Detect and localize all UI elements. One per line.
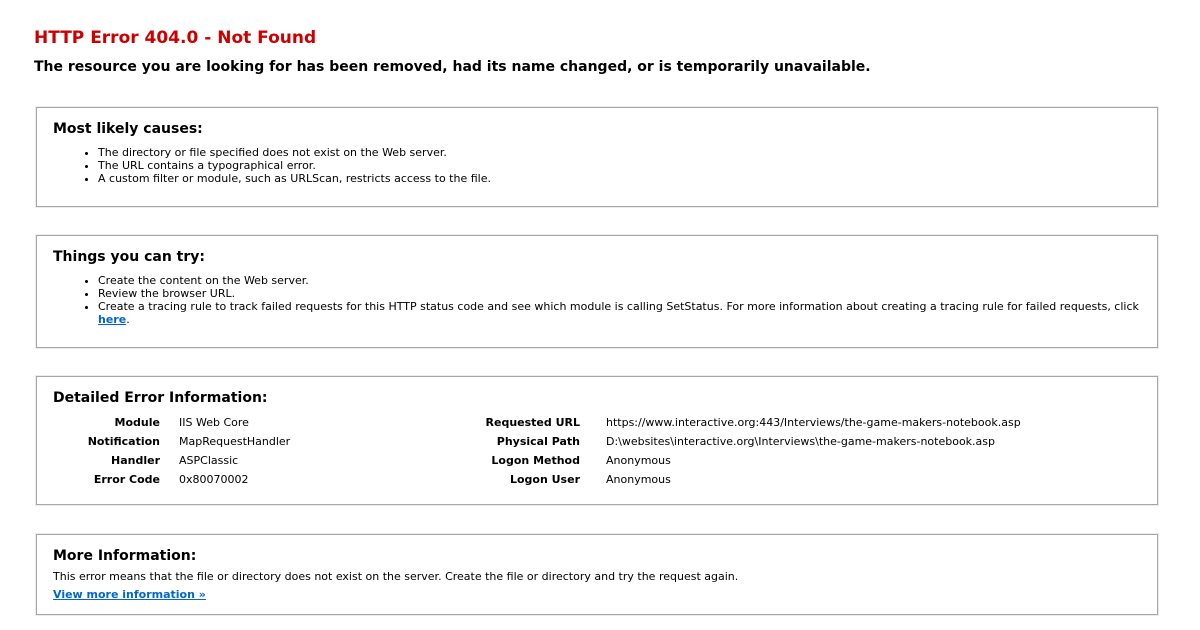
requested-url-label: Requested URL [485, 416, 580, 429]
module-label: Module [114, 416, 160, 429]
logon-user-label: Logon User [509, 473, 580, 486]
error-header [34, 26, 1164, 77]
notification-label: Notification [87, 435, 160, 448]
error-title: HTTP Error 404.0 - Not Found [34, 28, 317, 48]
list-item: • Create the content on the Web server. [98, 274, 1141, 287]
causes-list [53, 146, 1141, 185]
requested-url-value: https://www.interactive.org:443/Interviews/the-game-makers-notebook.asp [606, 416, 1021, 429]
causes-panel [36, 107, 1158, 207]
list-item: • The URL contains a typographical error. [98, 159, 1141, 172]
logon-method-value: Anonymous [606, 454, 671, 467]
handler-label: Handler [111, 454, 160, 467]
physical-path-label: Physical Path [496, 435, 580, 448]
list-item: • A custom filter or module, such as URLScan, restricts access to the file. [98, 172, 1141, 185]
list-item: • Review the browser URL. [98, 287, 1141, 300]
try-panel [36, 235, 1158, 348]
more-info-panel [36, 534, 1158, 615]
detail-row [53, 451, 1143, 470]
error-subtitle: The resource you are looking for has been removed, had its name changed, or is temporarily unavailable. [34, 59, 871, 75]
logon-method-label: Logon Method [491, 454, 580, 467]
notification-value: MapRequestHandler [179, 435, 291, 448]
handler-value: ASPClassic [179, 454, 239, 467]
detail-row [53, 413, 1143, 432]
error-code-value: 0x80070002 [179, 473, 249, 486]
error-code-label: Error Code [93, 473, 160, 486]
detail-heading: Detailed Error Information: [53, 390, 268, 406]
detail-panel [36, 376, 1158, 505]
try-list [53, 274, 1141, 326]
logon-user-value: Anonymous [606, 473, 671, 486]
tracing-text: Create a tracing rule to track failed requests for this HTTP status code and see which module is calling SetStatus. For more information about creating a tracing rule for failed requests, click [98, 300, 1139, 313]
more-info-text: This error means that the file or directory does not exist on the server. Create the file or directory and try the request again. [53, 570, 739, 583]
list-item-tracing [98, 300, 1141, 326]
try-heading: Things you can try: [53, 249, 206, 265]
causes-heading: Most likely causes: [53, 121, 203, 137]
detail-row [53, 470, 1143, 489]
module-value: IIS Web Core [179, 416, 249, 429]
list-item: • The directory or file specified does not exist on the Web server. [98, 146, 1141, 159]
more-info-heading: More Information: [53, 548, 197, 564]
detail-table [53, 413, 1141, 493]
physical-path-value: D:\websites\interactive.org\Interviews\the-game-makers-notebook.asp [606, 435, 995, 448]
view-more-information-link[interactable]: View more information » [53, 588, 206, 601]
detail-row [53, 432, 1143, 451]
here-link[interactable]: here [98, 313, 127, 326]
tracing-suffix: . [126, 313, 130, 326]
